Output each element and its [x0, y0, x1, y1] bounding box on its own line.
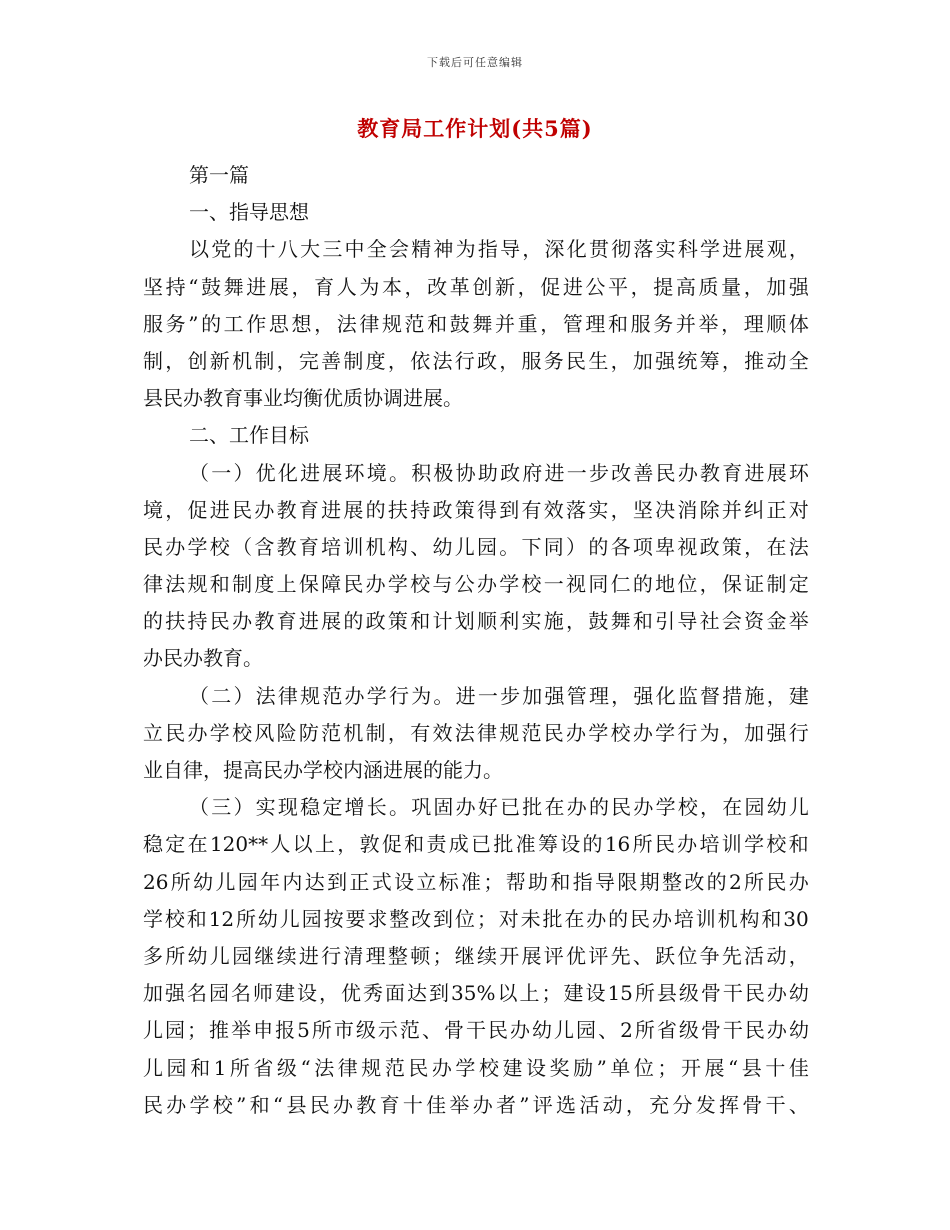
document-title: 教育局工作计划(共5篇) — [357, 116, 593, 141]
body-line: 境 ， 促 进 民 办 教 育 进 展 的 扶 持 政 策 得 到 有 效 落 实 ， 坚 决 消 除 并 纠 正 对 — [143, 497, 809, 522]
body-line: （ 一 ） 优 化 进 展 环 境 。 积 极 协 助 政 府 进 一 步 改 善 民 办 教 育 进 展 环 — [189, 460, 809, 485]
body-line: 二、工作目标 — [189, 423, 309, 448]
body-line: 多 所 幼 儿 园 继 续 进 行 清 理 整 顿 ； 继 续 开 展 评 优 评 先 、 跃 位 争 先 活 动 ， — [143, 943, 809, 968]
body-line: 儿 园 和 1 所 省 级 “ 法 律 规 范 民 办 学 校 建 设 奖 励 ” 单 位 ； 开 展 “ 县 十 佳 — [143, 1055, 809, 1080]
body-line: （ 三 ） 实 现 稳 定 增 长 。 巩 固 办 好 已 批 在 办 的 民 办 学 校 ， 在 园 幼 儿 — [189, 795, 809, 820]
body-line: 一、指导思想 — [189, 200, 309, 225]
body-line: （ 二 ） 法 律 规 范 办 学 行 为 。 进 一 步 加 强 管 理 ， 强 化 监 督 措 施 ， 建 — [189, 683, 809, 708]
body-line: 儿 园 ； 推 举 申 报 5 所 市 级 示 范 、 骨 干 民 办 幼 儿 园 、 2 所 省 级 骨 干 民 办 幼 — [143, 1018, 809, 1043]
body-line: 办民办教育。 — [143, 646, 263, 671]
body-line: 服 务 ” 的 工 作 思 想 ， 法 律 规 范 和 鼓 舞 并 重 ， 管 理 和 服 务 并 举 ， 理 顺 体 — [143, 311, 809, 336]
body-line: 坚 持 “ 鼓 舞 进 展 ， 育 人 为 本 ， 改 革 创 新 ， 促 进 公 平 ， 提 高 质 量 ， 加 强 — [143, 274, 809, 299]
body-line: 26 所 幼 儿 园 年 内 达 到 正 式 设 立 标 准 ； 帮 助 和 指 导 限 期 整 改 的 2 所 民 办 — [143, 869, 809, 894]
body-line: 制 ， 创 新 机 制 ， 完 善 制 度 ， 依 法 行 政 ， 服 务 民 生 ， 加 强 统 筹 ， 推 动 全 — [143, 348, 809, 373]
body-line: 第一篇 — [189, 163, 249, 187]
body-line: 县民办教育事业均衡优质协调进展。 — [143, 386, 463, 411]
body-line: 律 法 规 和 制 度 上 保 障 民 办 学 校 与 公 办 学 校 一 视 同 仁 的 地 位 ， 保 证 制 定 — [143, 572, 809, 597]
body-line: 民 办 学 校 ” 和 “ 县 民 办 教 育 十 佳 举 办 者 ” 评 选 活 动 ， 充 分 发 挥 骨 干 、 — [143, 1092, 809, 1117]
body-line: 稳 定 在 120** 人 以 上 ， 敦 促 和 责 成 已 批 准 筹 设 的 16 所 民 办 培 训 学 校 和 — [143, 832, 809, 857]
document-body — [143, 157, 809, 1124]
body-line: 学 校 和 12 所 幼 儿 园 按 要 求 整 改 到 位 ； 对 未 批 在 办 的 民 办 培 训 机 构 和 30 — [143, 906, 809, 931]
body-line: 立 民 办 学 校 风 险 防 范 机 制 ， 有 效 法 律 规 范 民 办 学 校 办 学 行 为 ， 加 强 行 — [143, 720, 809, 745]
body-line: 业自律，提高民办学校内涵进展的能力。 — [143, 758, 503, 782]
body-line: 加 强 名 园 名 师 建 设 ， 优 秀 面 达 到 35% 以 上 ； 建 设 15 所 县 级 骨 干 民 办 幼 — [143, 981, 809, 1006]
body-line: 的 扶 持 民 办 教 育 进 展 的 政 策 和 计 划 顺 利 实 施 ， 鼓 舞 和 引 导 社 会 资 金 举 — [143, 609, 809, 634]
body-line: 以 党 的 十 八 大 三 中 全 会 精 神 为 指 导 ， 深 化 贯 彻 落 实 科 学 进 展 观 ， — [189, 237, 809, 262]
body-line: 民 办 学 校 （ 含 教 育 培 训 机 构 、 幼 儿 园 。 下 同 ） 的 各 项 卑 视 政 策 ， 在 法 — [143, 534, 809, 559]
page-header-note: 下载后可任意编辑 — [427, 56, 523, 69]
